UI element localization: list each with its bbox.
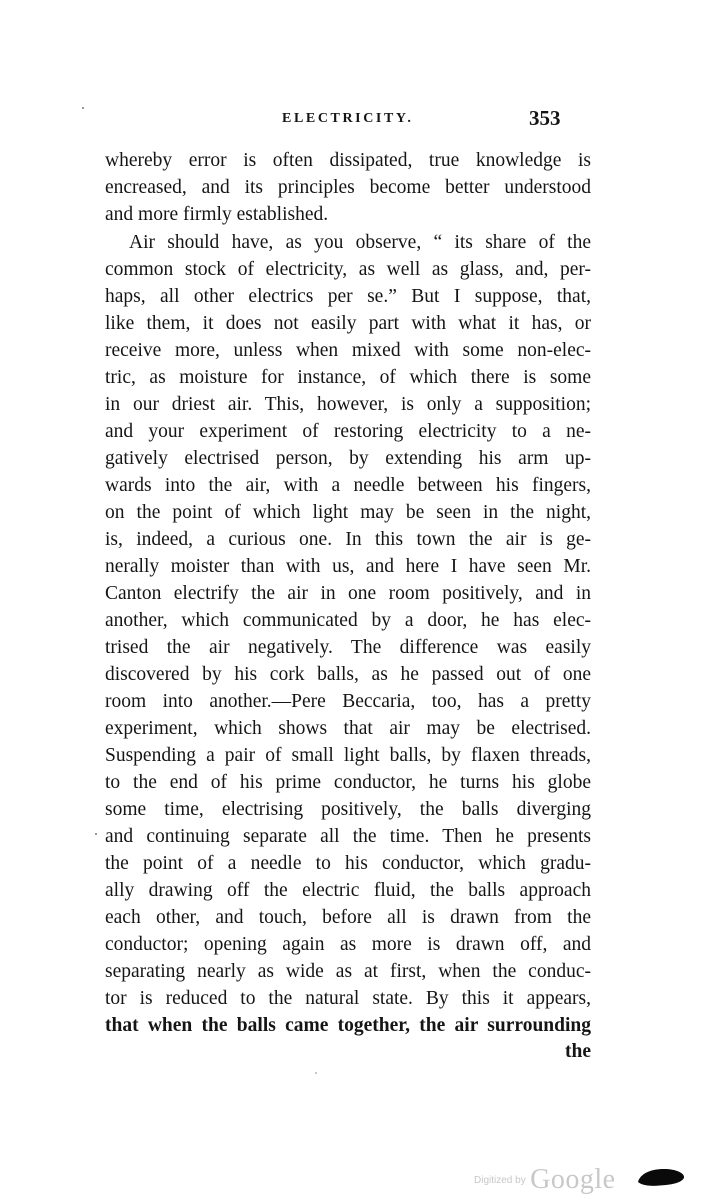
catchword: the xyxy=(565,1041,591,1062)
text-line: that when the balls came together, the air surrounding xyxy=(105,1015,591,1036)
text-line: and continuing separate all the time. Then he presents xyxy=(105,826,591,847)
text-line: nerally moister than with us, and here I have seen Mr. xyxy=(105,556,591,577)
watermark-prefix: Digitized by xyxy=(474,1175,526,1186)
text-line: tric, as moisture for instance, of which there is some xyxy=(105,367,591,388)
running-title: ELECTRICITY. xyxy=(282,111,414,126)
text-line: haps, all other electrics per se.” But I suppose, that, xyxy=(105,286,591,307)
text-line: discovered by his cork balls, as he passed out of one xyxy=(105,664,591,685)
text-line: is, indeed, a curious one. In this town the air is ge- xyxy=(105,529,591,550)
text-line: in our driest air. This, however, is only a supposition; xyxy=(105,394,591,415)
text-line: common stock of electricity, as well as glass, and, per- xyxy=(105,259,591,280)
ink-blot-icon xyxy=(636,1166,686,1188)
text-line: and more firmly established. xyxy=(105,204,329,225)
text-line: room into another.—Pere Beccaria, too, has a pretty xyxy=(105,691,591,712)
text-line: separating nearly as wide as at first, when the conduc- xyxy=(105,961,591,982)
watermark-brand: Google xyxy=(530,1164,616,1195)
text-line: Suspending a pair of small light balls, by flaxen threads, xyxy=(105,745,591,766)
text-line: conductor; opening again as more is drawn off, and xyxy=(105,934,591,955)
text-line: like them, it does not easily part with what it has, or xyxy=(105,313,591,334)
text-line: ally drawing off the electric fluid, the balls approach xyxy=(105,880,591,901)
text-line: experiment, which shows that air may be electrised. xyxy=(105,718,591,739)
text-line: to the end of his prime conductor, he turns his globe xyxy=(105,772,591,793)
text-line: wards into the air, with a needle between his fingers, xyxy=(105,475,591,496)
text-line: Air should have, as you observe, “ its share of the xyxy=(129,232,591,253)
text-line: tor is reduced to the natural state. By this it appears, xyxy=(105,988,591,1009)
speck-mark xyxy=(315,1072,317,1074)
text-line: encreased, and its principles become better understood xyxy=(105,177,591,198)
text-line: each other, and touch, before all is drawn from the xyxy=(105,907,591,928)
text-line: another, which communicated by a door, he has elec- xyxy=(105,610,591,631)
page-number: 353 xyxy=(529,106,561,130)
text-line: on the point of which light may be seen in the night, xyxy=(105,502,591,523)
text-line: Canton electrify the air in one room positively, and in xyxy=(105,583,591,604)
text-line: gatively electrised person, by extending his arm up- xyxy=(105,448,591,469)
text-line: some time, electrising positively, the balls diverging xyxy=(105,799,591,820)
text-line: trised the air negatively. The difference was easily xyxy=(105,637,591,658)
speck-mark xyxy=(95,833,97,835)
digitization-watermark xyxy=(474,1164,616,1196)
text-line: the point of a needle to his conductor, which gradu- xyxy=(105,853,591,874)
speck-mark xyxy=(82,107,84,109)
text-line: receive more, unless when mixed with some non-elec- xyxy=(105,340,591,361)
text-line: and your experiment of restoring electricity to a ne- xyxy=(105,421,591,442)
text-line: whereby error is often dissipated, true knowledge is xyxy=(105,150,591,171)
